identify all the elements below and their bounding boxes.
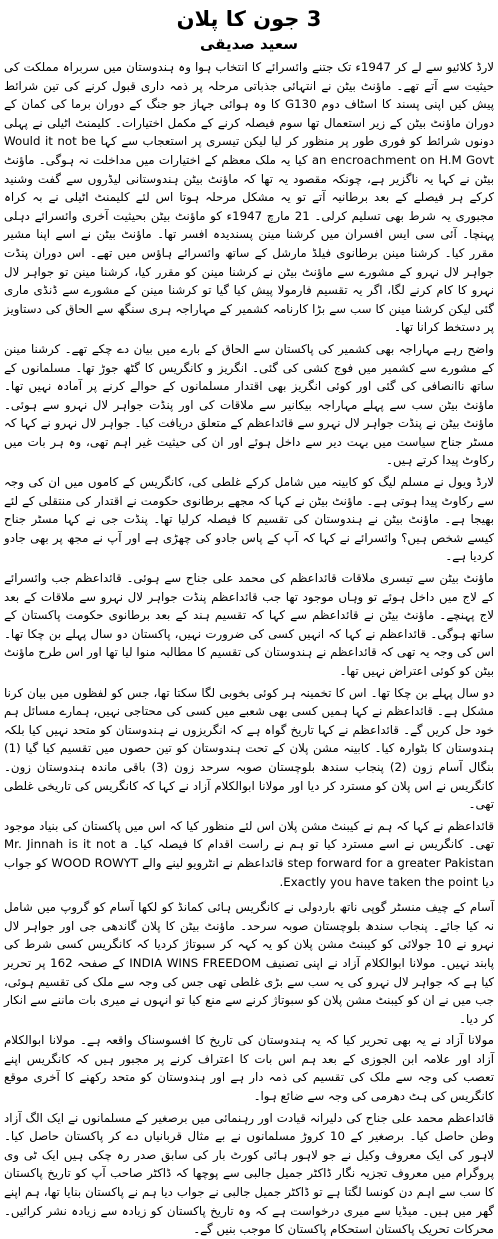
article-paragraph: لارڈ کلائیو سے لے کر 1947ء تک جتنے وائسرائے کا انتخاب ہوا وہ ہندوستان میں سربراہ مملکت کی حیثیت سے آتے تھے۔ ماؤنٹ بیٹن نے انتہائی جذباتی مرحلہ پر ذمہ داری قبول کرنے کی تین شرائط پیش کیں اپنی پسند کا اسٹاف دوم G130 کا وہ ہوائی جہاز جو جنگ کے دوران برما کی کمان کے دوران ماؤنٹ بیٹن کے زیر استعمال تھا سوم فیصلہ کرنے کے مکمل اختیارات۔ کلیمنٹ اٹیلی نے پہلی دونوں شرائط کو فوری طور پر منظور کر لیا لیکن تیسری پر استعجاب سے کہا Would it not be an encroachment on H.M Govt کیا یہ ملک معظم کے اختیارات میں مداخلت نہ ہوگی۔ ماؤنٹ بیٹن نے کہا یہ ناگزیر ہے، چونکہ مقصود یہ تھا کہ ماؤنٹ بیٹن ہندوستانی لیڈروں سے گفت وشنید کرکے ہر فیصلے کے بعد برطانیہ آتے تو یہ مشکل مرحلہ ہوتا اس لئے کلیمنٹ اٹیلی نے بہ کراہ مجبوری یہ شرط بھی تسلیم کرلی۔ 21 مارچ 1947ء کو ماؤنٹ بیٹن بحیثیت آخری وائسرائے دہلی پہنچا۔ آئی سی ایس افسران میں کرشنا مینن پسندیدہ افسر تھا۔ ماؤنٹ بیٹن نے اسے اپنا مشیر مقرر کیا۔ کرشنا مینن برطانوی فیلڈ مارشل کے ساتھ وائسرائے ہاؤس میں تھے۔ اس دوران پنڈت جواہر لال نہرو کے مشورے سے ماؤنٹ بیٹن نے کرشنا مینن کو مقرر کیا، کرشنا مینن تو جواہر لال نہرو کا کام کرنے لگا، اگر یہ تقسیم فارمولا پیش کیا گیا تو کرشنا مینن کے مشورے سے ڈنڈی ماری گئی لیکن کرشنا مینن کا سب سے بڑا کارنامہ کشمیر کے مہاراجہ ہری سنگھ سے الحاق کی دستاویز پر دستخط کرانا تھا۔ (4, 60, 495, 335)
article-paragraph: قائداعظم محمد علی جناح کی دلیرانہ قیادت اور رہنمائی میں برصغیر کے مسلمانوں نے ایک الگ آزاد وطن حاصل کیا۔ برصغیر کے 10 کروڑ مسلمانوں نے بے مثال قربانیاں دے کر پاکستان حاصل کیا۔ لاہور کی ایک معروف وکیل نے جو لاہور ہائی کورٹ بار کی سابق صدر رہ چکی ہیں ایک ٹی وی پروگرام میں معروف تجزیہ نگار ڈاکٹر جمیل جالبی سے پوچھا کہ ڈاکٹر صاحب آپ کو تاریخ پاکستان کا سب سے اہم دن کونسا لگتا ہے تو ڈاکٹر جمیل جالبی نے جواب دیا ہم نے پاکستان بنایا تھا، ہم اپنے گھر میں ہیں۔ میڈیا سے میری درخواست ہے کہ وہ تاریخ پاکستان کو زیادہ سے زیادہ نشر کرائیں۔ محرکات تحریک پاکستان استحکام پاکستان کا موجب بنیں گے۔ (4, 1110, 494, 1237)
article-paragraph: آسام کے چیف منسٹر گوپی ناتھ باردولی نے کانگریس ہائی کمانڈ کو لکھا آسام کو گروپ میں شامل نہ کیا جائے۔ پنجاب سندھ بلوچستان صوبہ سرحد۔ ماؤنٹ بیٹن کا پلان گاندھی جی اور جواہر لال نہرو نے 10 جولائی کو کیبنٹ مشن پلان کو یہ کہہ کر سبوتاژ کردیا کہ کانگریس کسی شرط کی پابند نہیں۔ مولانا ابوالکلام آزاد نے اپنی تصنیف INDIA WINS FREEDOM کے صفحہ 162 پر تحریر کیا ہے کہ جواہر لال نہرو کی یہ سب سے بڑی غلطی تھی جس کی وجہ سے ملک کی تقسیم ہوئی، جب میں نے ان کو کیبنٹ مشن پلان کو سبوتاژ کرنے سے منع کیا تو انہوں نے میری بات ماننے سے انکار کر دیا۔ (4, 900, 494, 1026)
article-paragraph: دو سال پہلے بن چکا تھا۔ اس کا تخمینہ ہر کوئی بخوبی لگا سکتا تھا، جس کو لفظوں میں بیان کرنا مشکل ہے۔ قائداعظم نے کہا ہمیں کسی بھی شعبے میں کسی کی محتاجی نہیں، ہمارے مسائل ہم خود حل کریں گے۔ قائداعظم نے کہا تاریخ گواہ ہے کہ انگریزوں نے ہندوستان کو متحد نہیں کیا بلکہ ہندوستان کا بٹوارہ کیا۔ کابینہ مشن پلان کے تحت ہندوستان کو تین حصوں میں تقسیم کیا گیا (1) بنگال آسام زون (2) پنجاب سندھ بلوچستان صوبہ سرحد زون (3) باقی ماندہ ہندوستان زون۔ کانگریس نے اس پلان کو مسترد کر دیا اور مولانا ابوالکلام آزاد نے کہا کہ کانگریس کی تاریخی غلطی تھی۔ (4, 685, 494, 812)
article-paragraph: مولانا آزاد نے یہ بھی تحریر کیا کہ یہ ہندوستان کی تاریخ کا افسوسناک واقعہ ہے۔ مولانا ابوالکلام آزاد اور علامہ ابن الجوزی کے بعد ہم اس بات کا اعتراف کرنے پر مجبور ہیں کہ کانگریس اپنے تعصب کی وجہ سے ملک کی تقسیم کی ذمہ دار ہے اور ہندوستان کو متحد رکھنے کا آخری موقع کانگریس کی ہٹ دھرمی کی وجہ سے ضائع ہوا۔ (4, 1033, 494, 1104)
newspaper-column (0, 4, 498, 1237)
article-body (4, 58, 494, 1239)
article-paragraph: قائداعظم نے کہا کہ ہم نے کیبنٹ مشن پلان اس لئے منظور کیا کہ اس میں پاکستان کی بنیاد موجود تھی۔ کانگریس نے اسے مسترد کیا تو ہم نے راست اقدام کا فیصلہ کیا۔ Mr. Jinnah is it not a step forward for a greater Pakistan قائداعظم نے انٹرویو لینے والے WOOD ROWYT کو جواب دیا Exactly you have taken the point. (4, 818, 494, 889)
article-author: سعید صدیقی (200, 35, 298, 53)
article-paragraph: ماؤنٹ بیٹن سے تیسری ملاقات قائداعظم کی محمد علی جناح سے ہوئی۔ قائداعظم جب وائسرائے کے لاج میں داخل ہوئے تو وہاں موجود تھا جب قائداعظم پنڈت جواہر لال نہرو سے ملاقات کے بعد لاج پہنچے۔ ماؤنٹ بیٹن نے قائداعظم سے کہا کہ تقسیم ہند کے بعد برطانوی حکومت پاکستان کے ساتھ ہوگی۔ قائداعظم نے کہا کہ انہیں کسی کی ضرورت نہیں، پاکستان دو سال پہلے بن چکا تھا۔ اس کی وجہ یہ تھی کہ قائداعظم نے ہندوستان کی تقسیم کا مطالبہ منوا لیا تھا اور اس طرح ماؤنٹ بیٹن کو کوئی اعتراض نہیں تھا۔ (4, 571, 494, 678)
article-headline: 3 جون کا پلان (176, 7, 322, 31)
article-paragraph: واضح رہے مہاراجہ بھی کشمیر کی پاکستان سے الحاق کے بارے میں بیان دے چکے تھے۔ کرشنا مینن کے مشورے سے کشمیر میں فوج کشی کی گئی۔ انگریز و کانگریس کا گٹھ جوڑ تھا۔ مسلمانوں کے ساتھ ناانصافی کی گئی اور کوئی انگریز بھی اقتدار مسلمانوں کے حوالے کرنے پر آمادہ نہیں تھا۔ ماؤنٹ بیٹن سب سے پہلے مہاراجہ بیکانیر سے ملاقات کی اور پنڈت جواہر لال نہرو سے ہوئی۔ ماؤنٹ بیٹن نے پنڈت جواہر لال نہرو سے قائداعظم کے متعلق دریافت کیا۔ جواہر لال نہرو نے کہا کہ مسٹر جناح سیاست میں بہت دیر سے داخل ہوئے اور ان کی حیثیت غیر اہم تھی، وہ ہر بات میں رکاوٹ پیدا کرتے ہیں۔ (4, 341, 494, 468)
article-paragraph: لارڈ ویول نے مسلم لیگ کو کابینہ میں شامل کرکے غلطی کی، کانگریس کے کاموں میں ان کی وجہ سے رکاوٹ پیدا ہوتی ہے۔ ماؤنٹ بیٹن نے کہا کہ مجھے برطانوی حکومت نے اقتدار کی منتقلی کے لئے بھیجا ہے۔ ماؤنٹ بیٹن نے ہندوستان کی تقسیم کا فیصلہ کرلیا تھا۔ پنڈت جی نے کہا مسٹر جناح کیسے شخص ہیں؟ وائسرائے نے کہا کہ آپ کے پاس جادو کی چھڑی ہے اور آپ نے مجھ پر بھی جادو کردیا ہے۔ (4, 475, 494, 564)
